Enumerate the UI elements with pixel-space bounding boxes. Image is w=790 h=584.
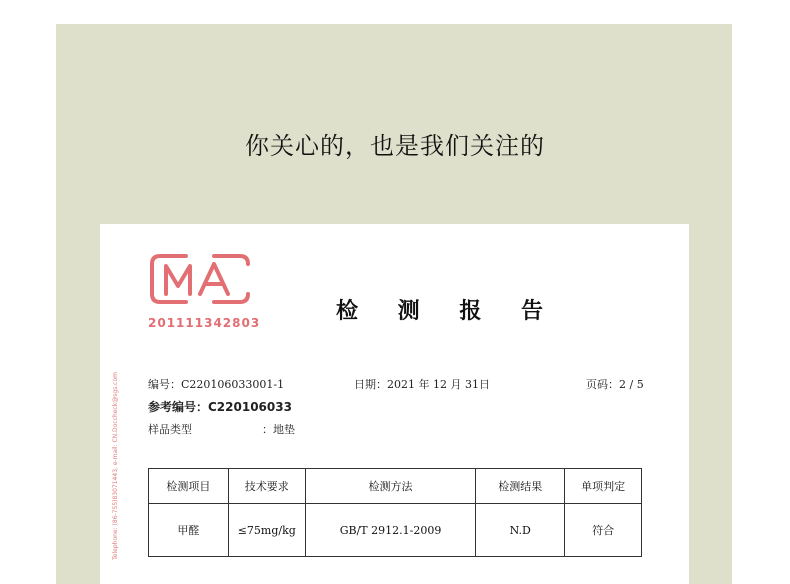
certificate-number: 201111342803 — [148, 316, 261, 330]
table-header-row — [149, 469, 642, 504]
cell-requirement: ≤75mg/kg — [228, 504, 305, 557]
header-test-result: 检测结果 — [476, 469, 565, 504]
table-row — [149, 504, 642, 557]
header-judgement: 单项判定 — [565, 469, 642, 504]
header-test-method: 检测方法 — [305, 469, 476, 504]
cell-test-result: N.D — [476, 504, 565, 557]
report-number: 编号：C220106033001-1 — [148, 378, 285, 391]
page-number: 页码：2 / 5 — [586, 378, 644, 391]
header-test-item: 检测项目 — [149, 469, 229, 504]
side-contact-text: Telephone: (86-755)83071443, e-mail: CN.Doccheck@sgs.com — [112, 372, 119, 560]
report-date: 日期：2021 年 12 月 31日 — [354, 378, 490, 391]
sample-type-label: 样品类型 — [148, 423, 192, 436]
test-results-table — [148, 468, 642, 557]
page-headline: 你关心的，也是我们关注的 — [245, 132, 545, 160]
cell-test-method: GB/T 2912.1-2009 — [305, 504, 476, 557]
cell-judgement: 符合 — [565, 504, 642, 557]
cma-stamp-logo — [148, 246, 252, 312]
header-requirement: 技术要求 — [228, 469, 305, 504]
reference-number: 参考编号：C220106033 — [148, 400, 292, 414]
sample-type-value: ：地垫 — [262, 423, 295, 436]
cell-test-item: 甲醛 — [149, 504, 229, 557]
report-title: 检 测 报 告 — [336, 298, 559, 324]
